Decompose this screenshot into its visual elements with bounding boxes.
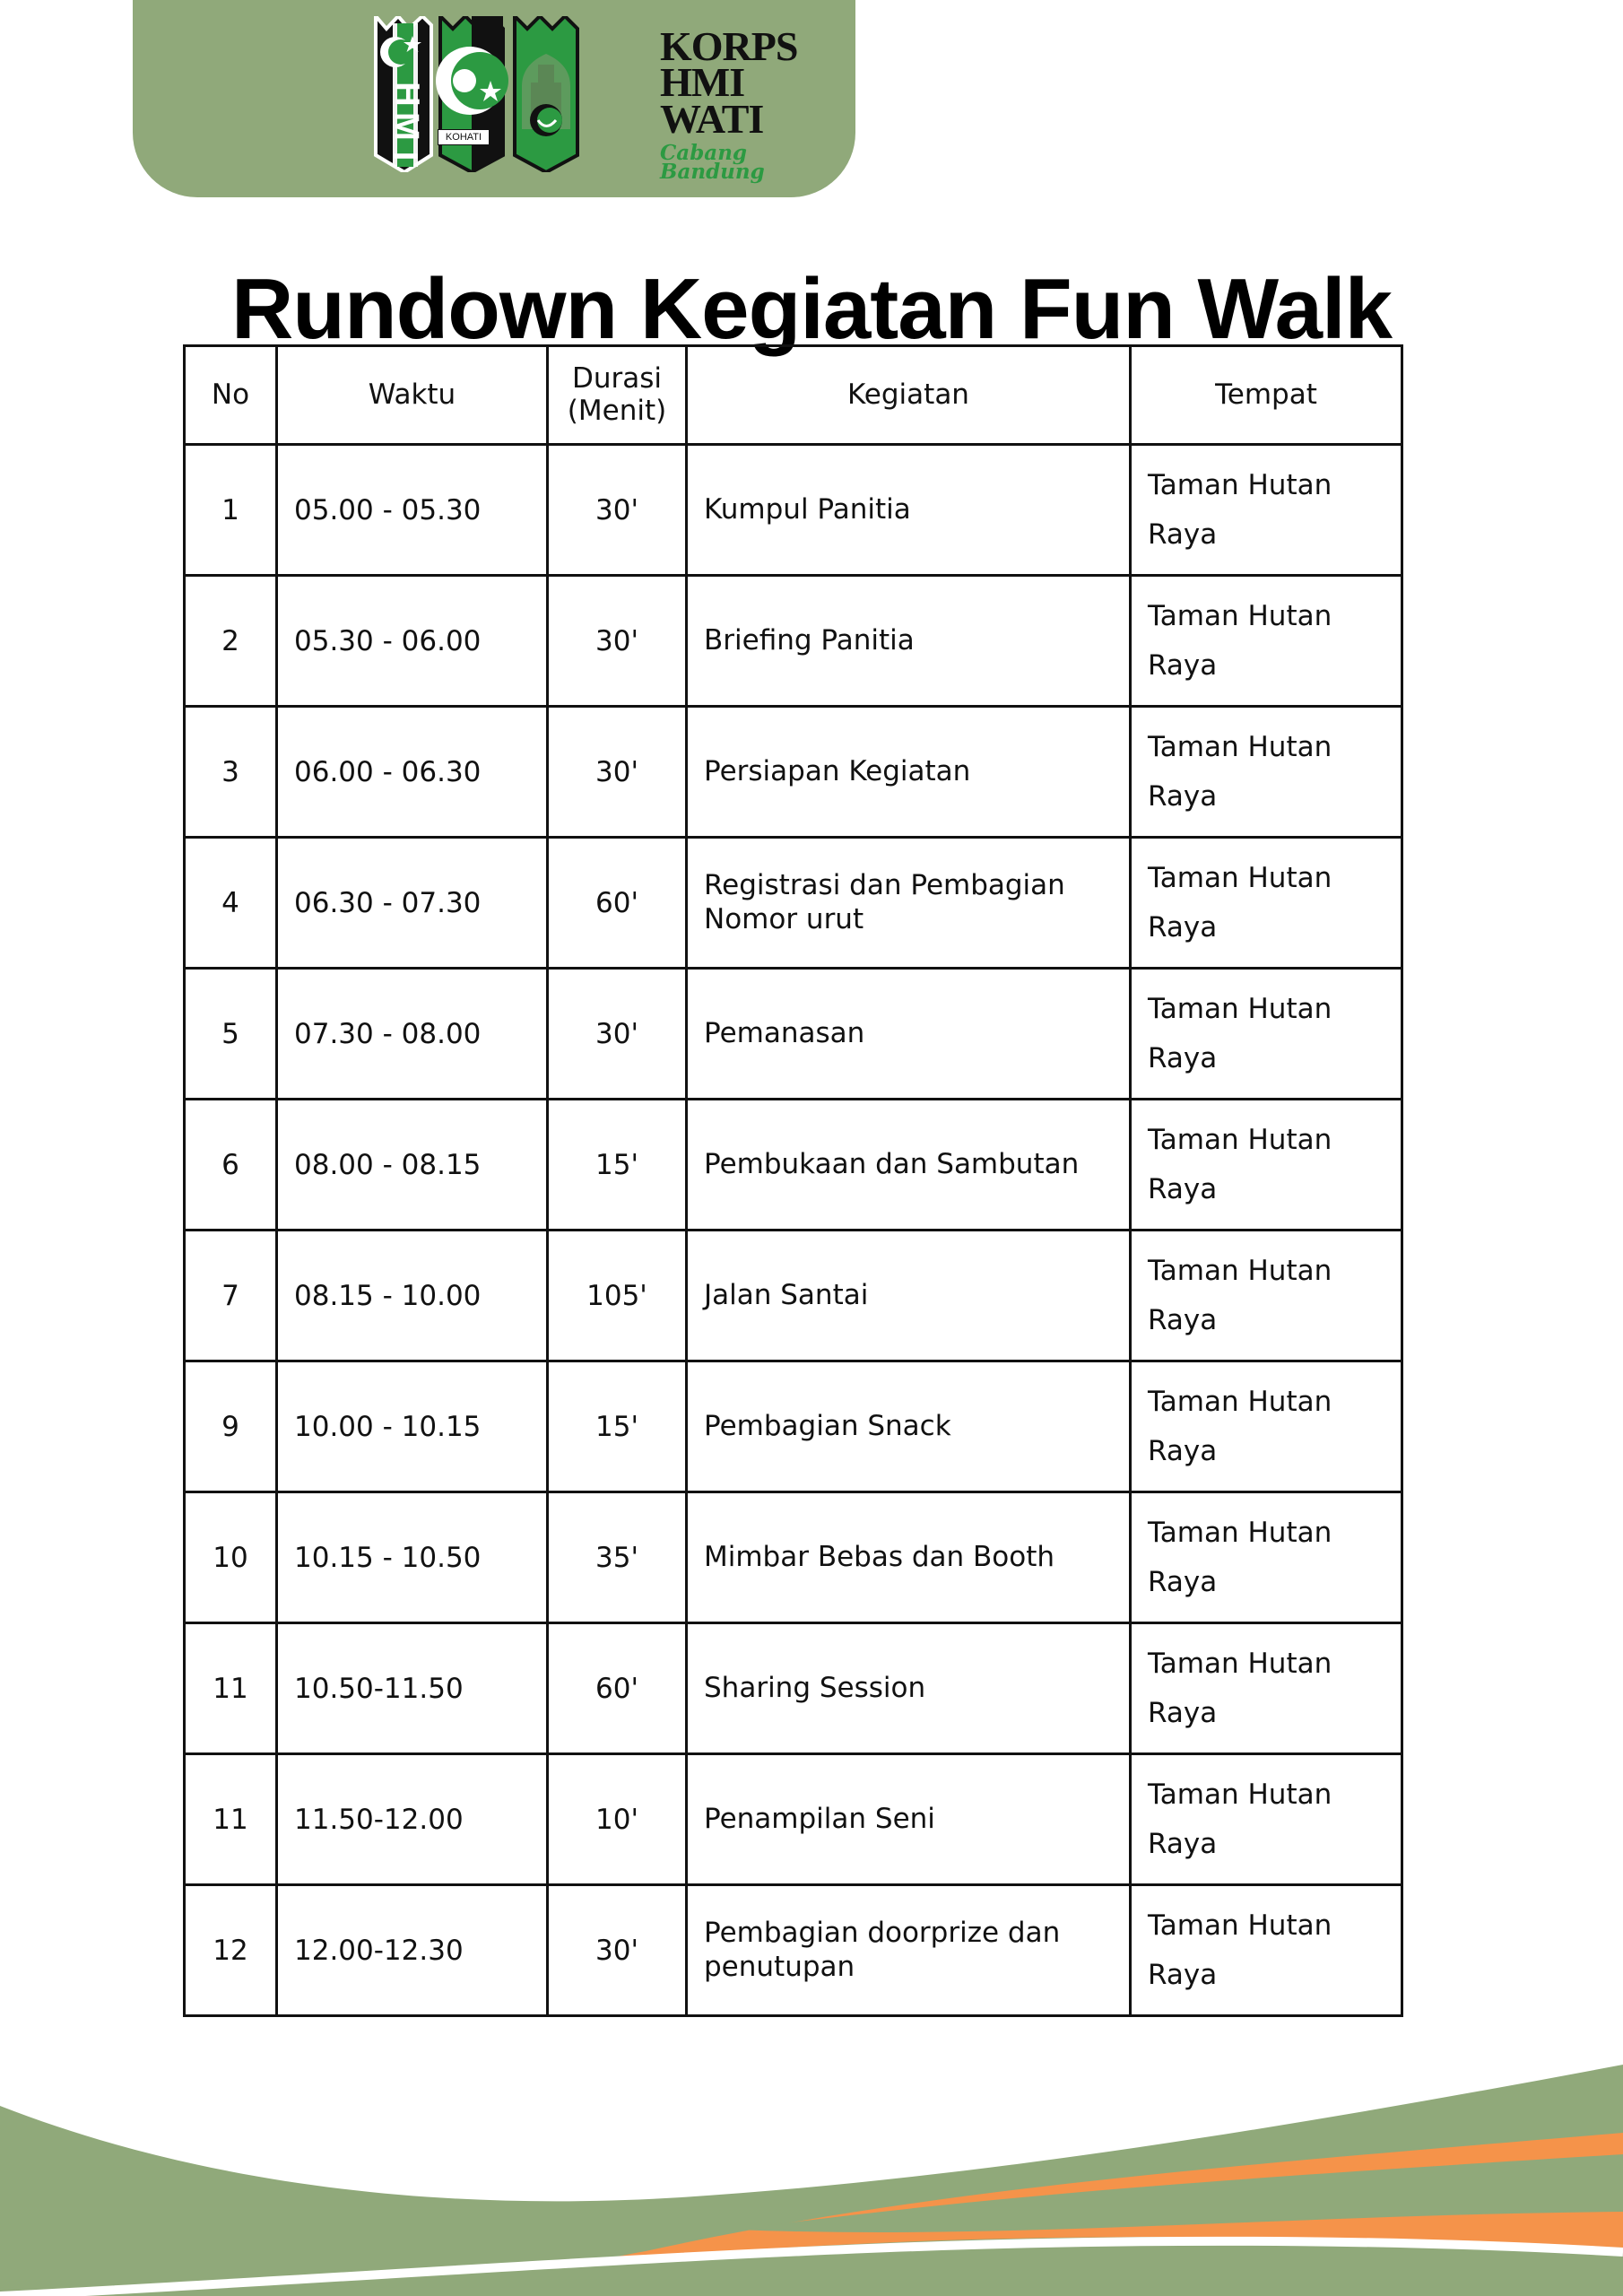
- row-activity: Briefing Panitia: [687, 576, 1131, 707]
- row-duration: 105': [548, 1231, 687, 1361]
- table-row: [185, 1361, 1402, 1492]
- row-number: 10: [185, 1492, 277, 1623]
- place-line-1: Taman Hutan: [1148, 469, 1332, 502]
- row-time: 07.30 - 08.00: [277, 969, 548, 1100]
- row-time: 11.50-12.00: [277, 1754, 548, 1885]
- header-no: No: [185, 346, 277, 445]
- header-durasi-line1: Durasi: [571, 361, 663, 395]
- row-duration: 60': [548, 1623, 687, 1754]
- header-durasi: [548, 346, 687, 445]
- bottom-wave: [0, 2027, 1623, 2296]
- kohati-emblem: [436, 16, 508, 172]
- korps-emblem: [515, 16, 577, 172]
- table-row: [185, 1623, 1402, 1754]
- row-number: 1: [185, 445, 277, 576]
- row-place: [1131, 969, 1402, 1100]
- place-line-1: Taman Hutan: [1148, 1909, 1332, 1943]
- header-tempat: Tempat: [1131, 346, 1402, 445]
- row-duration: 35': [548, 1492, 687, 1623]
- row-place: [1131, 1231, 1402, 1361]
- row-activity: Pembagian Snack: [687, 1361, 1131, 1492]
- row-place: [1131, 1754, 1402, 1885]
- row-duration: 15': [548, 1361, 687, 1492]
- row-activity: Pembagian doorprize dan penutupan: [687, 1885, 1131, 2016]
- row-number: 3: [185, 707, 277, 838]
- table-header-row: [185, 346, 1402, 445]
- table-row: [185, 576, 1402, 707]
- row-time: 08.15 - 10.00: [277, 1231, 548, 1361]
- row-activity: Persiapan Kegiatan: [687, 707, 1131, 838]
- header-waktu: Waktu: [277, 346, 548, 445]
- row-number: 6: [185, 1100, 277, 1231]
- row-duration: 30': [548, 707, 687, 838]
- logo-subtitle: Cabang Bandung: [660, 141, 765, 184]
- header-kegiatan: Kegiatan: [687, 346, 1131, 445]
- place-line-1: Taman Hutan: [1148, 862, 1332, 895]
- header-band: [133, 0, 855, 197]
- row-place: [1131, 445, 1402, 576]
- logo-line-wati: WATI: [660, 95, 764, 142]
- place-line-2: Raya: [1148, 1041, 1218, 1074]
- place-line-2: Raya: [1148, 1827, 1218, 1860]
- row-duration: 15': [548, 1100, 687, 1231]
- row-time: 10.50-11.50: [277, 1623, 548, 1754]
- row-duration: 10': [548, 1754, 687, 1885]
- place-line-2: Raya: [1148, 1958, 1218, 1991]
- table-row: [185, 1231, 1402, 1361]
- row-duration: 30': [548, 1885, 687, 2016]
- row-number: 5: [185, 969, 277, 1100]
- logo-line-hmi: HMI: [660, 59, 745, 106]
- place-line-2: Raya: [1148, 1565, 1218, 1598]
- place-line-2: Raya: [1148, 910, 1218, 944]
- place-line-1: Taman Hutan: [1148, 1648, 1332, 1681]
- place-line-2: Raya: [1148, 1172, 1218, 1205]
- row-number: 2: [185, 576, 277, 707]
- place-line-2: Raya: [1148, 648, 1218, 682]
- row-duration: 30': [548, 969, 687, 1100]
- logo-text: [660, 23, 830, 184]
- row-time: 12.00-12.30: [277, 1885, 548, 2016]
- table-row: [185, 1492, 1402, 1623]
- row-activity: Mimbar Bebas dan Booth: [687, 1492, 1131, 1623]
- row-place: [1131, 1885, 1402, 2016]
- row-place: [1131, 576, 1402, 707]
- hmi-letter-m: M: [386, 112, 425, 141]
- row-duration: 30': [548, 445, 687, 576]
- row-place: [1131, 1361, 1402, 1492]
- row-place: [1131, 707, 1402, 838]
- row-time: 08.00 - 08.15: [277, 1100, 548, 1231]
- place-line-2: Raya: [1148, 517, 1218, 551]
- row-activity: Sharing Session: [687, 1623, 1131, 1754]
- row-number: 11: [185, 1754, 277, 1885]
- row-activity: Jalan Santai: [687, 1231, 1131, 1361]
- place-line-1: Taman Hutan: [1148, 1255, 1332, 1288]
- row-number: 12: [185, 1885, 277, 2016]
- place-line-1: Taman Hutan: [1148, 993, 1332, 1026]
- row-time: 05.30 - 06.00: [277, 576, 548, 707]
- table-row: [185, 1754, 1402, 1885]
- row-number: 7: [185, 1231, 277, 1361]
- row-number: 9: [185, 1361, 277, 1492]
- logo-line-korps: KORPS: [660, 23, 798, 69]
- header-durasi-line2: (Menit): [567, 394, 667, 427]
- place-line-1: Taman Hutan: [1148, 1517, 1332, 1550]
- kohati-badge: KOHATI: [438, 129, 490, 145]
- table-row: [185, 707, 1402, 838]
- row-place: [1131, 1492, 1402, 1623]
- place-line-1: Taman Hutan: [1148, 600, 1332, 633]
- row-number: 11: [185, 1623, 277, 1754]
- hmi-letter-i: I: [386, 151, 424, 161]
- place-line-1: Taman Hutan: [1148, 1779, 1332, 1812]
- page-title: Rundown Kegiatan Fun Walk: [230, 261, 1393, 358]
- row-activity: Kumpul Panitia: [687, 445, 1131, 576]
- row-time: 10.00 - 10.15: [277, 1361, 548, 1492]
- place-line-1: Taman Hutan: [1148, 1124, 1332, 1157]
- row-activity: Penampilan Seni: [687, 1754, 1131, 1885]
- place-line-2: Raya: [1148, 1303, 1218, 1336]
- row-place: [1131, 838, 1402, 969]
- place-line-1: Taman Hutan: [1148, 1386, 1332, 1419]
- row-time: 06.00 - 06.30: [277, 707, 548, 838]
- row-activity: Registrasi dan Pembagian Nomor urut: [687, 838, 1131, 969]
- logo-group: [373, 16, 821, 184]
- row-activity: Pembukaan dan Sambutan: [687, 1100, 1131, 1231]
- table-row: [185, 838, 1402, 969]
- row-place: [1131, 1100, 1402, 1231]
- row-duration: 60': [548, 838, 687, 969]
- hmi-letter-h: H: [387, 82, 426, 107]
- rundown-table: [183, 344, 1403, 2017]
- place-line-2: Raya: [1148, 779, 1218, 813]
- row-time: 06.30 - 07.30: [277, 838, 548, 969]
- row-time: 10.15 - 10.50: [277, 1492, 548, 1623]
- table-row: [185, 969, 1402, 1100]
- row-duration: 30': [548, 576, 687, 707]
- row-activity: Pemanasan: [687, 969, 1131, 1100]
- row-number: 4: [185, 838, 277, 969]
- table-row: [185, 445, 1402, 576]
- table-row: [185, 1885, 1402, 2016]
- place-line-1: Taman Hutan: [1148, 731, 1332, 764]
- place-line-2: Raya: [1148, 1696, 1218, 1729]
- place-line-2: Raya: [1148, 1434, 1218, 1467]
- table-row: [185, 1100, 1402, 1231]
- row-place: [1131, 1623, 1402, 1754]
- row-time: 05.00 - 05.30: [277, 445, 548, 576]
